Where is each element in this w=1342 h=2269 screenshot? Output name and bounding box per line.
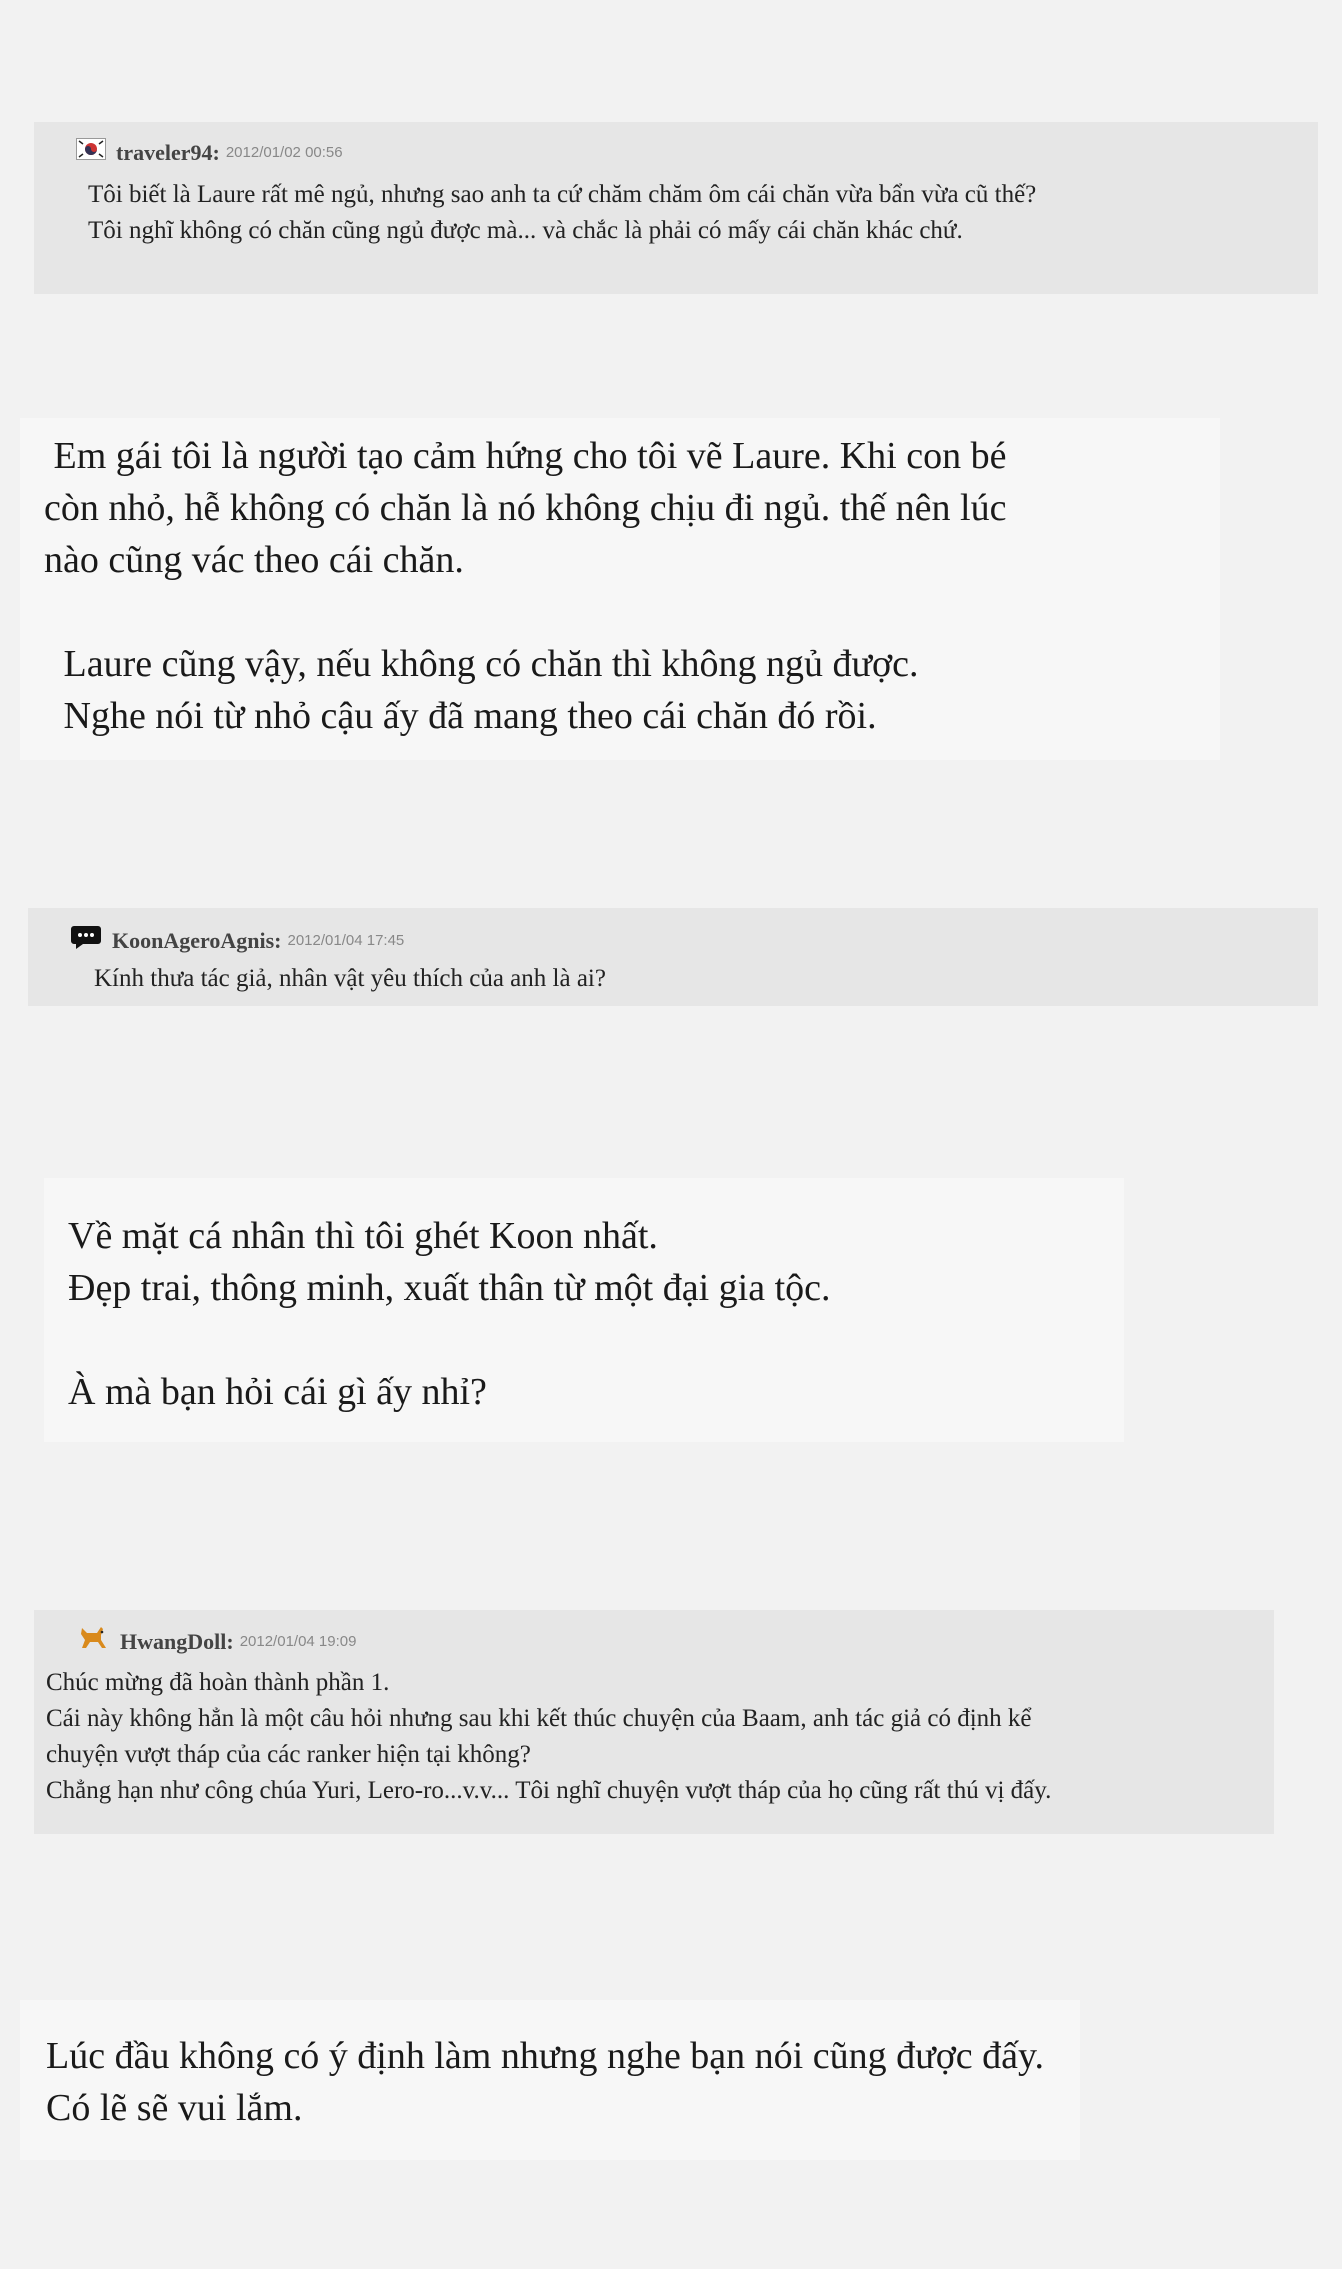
reply-line: Lúc đầu không có ý định làm nhưng nghe bạn nói cũng được đấy. [46,2035,1045,2077]
reply-line: Có lẽ sẽ vui lắm. [46,2087,303,2129]
comment-username: HwangDoll: [120,1628,234,1654]
comment-line: Tôi biết là Laure rất mê ngủ, nhưng sao anh ta cứ chăm chăm ôm cái chăn vừa bẩn vừa cũ thế? [88,181,1037,208]
comment-line: Cái này không hẳn là một câu hỏi nhưng sau khi kết thúc chuyện của Baam, anh tác giả có định kể [46,1705,1032,1732]
comment-date: 2012/01/02 00:56 [225,143,343,161]
comment-header [46,1624,1274,1659]
reply-line: còn nhỏ, hễ không có chăn là nó không chịu đi ngủ. thế nên lúc [44,487,1007,529]
reply-line: Laure cũng vậy, nếu không có chăn thì không ngủ được. [54,643,919,685]
comment-line: Kính thưa tác giả, nhân vật yêu thích của anh là ai? [94,965,606,992]
reply-line: Em gái tôi là người tạo cảm hứng cho tôi vẽ Laure. Khi con bé [44,435,1007,477]
comment-line: Chúc mừng đã hoàn thành phần 1. [46,1669,390,1696]
comment-date: 2012/01/04 19:09 [239,1632,357,1650]
comment-username: KoonAgeroAgnis: [112,927,282,953]
comment-header [70,924,1318,957]
comment-traveler94 [34,122,1318,294]
speech-bubble-icon [70,924,102,957]
author-reply-2 [44,1178,1124,1442]
reply-line: À mà bạn hỏi cái gì ấy nhỉ? [68,1371,487,1413]
comment-koonageroagnis [28,908,1318,1006]
comment-line: chuyện vượt tháp của các ranker hiện tại không? [46,1741,531,1768]
reply-line: Đẹp trai, thông minh, xuất thân từ một đại gia tộc. [68,1267,831,1309]
comment-line: Tôi nghĩ không có chăn cũng ngủ được mà... và chắc là phải có mấy cái chăn khác chứ. [88,217,963,244]
reply-line: Nghe nói từ nhỏ cậu ấy đã mang theo cái chăn đó rồi. [54,695,877,737]
korea-flag-icon [76,138,106,167]
reply-line: Về mặt cá nhân thì tôi ghét Koon nhất. [68,1215,658,1257]
author-reply-3 [20,2000,1080,2160]
reply-line: nào cũng vác theo cái chăn. [44,539,464,581]
comment-hwangdoll [34,1610,1274,1834]
author-reply-1 [20,418,1220,760]
comment-header [76,138,1318,167]
comment-line: Chẳng hạn như công chúa Yuri, Lero-ro...v.v... Tôi nghĩ chuyện vượt tháp của họ cũng rất thú vị đấy. [46,1777,1052,1804]
comment-date: 2012/01/04 17:45 [287,931,405,949]
dog-icon [76,1624,110,1659]
comment-username: traveler94: [116,139,220,165]
